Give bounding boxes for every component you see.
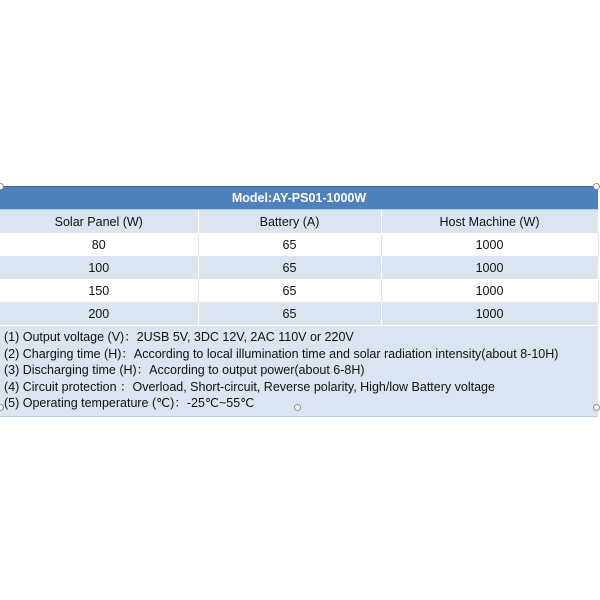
- table-cell: 150: [0, 280, 198, 303]
- title-row: [0, 187, 598, 210]
- table-cell: 80: [0, 234, 198, 257]
- spec-table: [0, 186, 599, 417]
- notes-row: [0, 326, 598, 417]
- table-row: [0, 303, 598, 326]
- table-title: Model:AY-PS01-1000W: [0, 187, 598, 210]
- note-line: (1) Output voltage (V)：2USB 5V, 3DC 12V, 2AC 110V or 220V: [4, 330, 354, 344]
- note-line: (2) Charging time (H)：According to local illumination time and solar radiation intensity(about 8-10H): [4, 346, 559, 361]
- table-cell: 1000: [381, 257, 598, 280]
- resize-handle-bottom-right[interactable]: [593, 404, 600, 411]
- table-cell: 1000: [381, 303, 598, 326]
- table-cell: 65: [198, 303, 381, 326]
- column-header: Solar Panel (W): [0, 210, 198, 234]
- table-cell: 1000: [381, 234, 598, 257]
- column-header: Host Machine (W): [381, 210, 598, 234]
- table-row: [0, 257, 598, 280]
- table-cell: 65: [198, 234, 381, 257]
- note-line: (3) Discharging time (H)：According to output power(about 6-8H): [4, 363, 365, 377]
- table-row: [0, 234, 598, 257]
- note-line: (4) Circuit protection ：Overload, Short-circuit, Reverse polarity, High/low Battery voltage: [4, 379, 495, 394]
- resize-handle-top-right[interactable]: [593, 183, 600, 190]
- table-cell: 100: [0, 257, 198, 280]
- table-cell: 200: [0, 303, 198, 326]
- resize-handle-bottom-middle[interactable]: [294, 404, 301, 411]
- notes-block: [0, 326, 598, 417]
- header-row: [0, 210, 598, 234]
- note-line: (5) Operating temperature (℃)：-25℃~55℃: [4, 396, 255, 410]
- column-header: Battery (A): [198, 210, 381, 234]
- table-cell: 1000: [381, 280, 598, 303]
- table-cell: 65: [198, 280, 381, 303]
- table-row: [0, 280, 598, 303]
- table-cell: 65: [198, 257, 381, 280]
